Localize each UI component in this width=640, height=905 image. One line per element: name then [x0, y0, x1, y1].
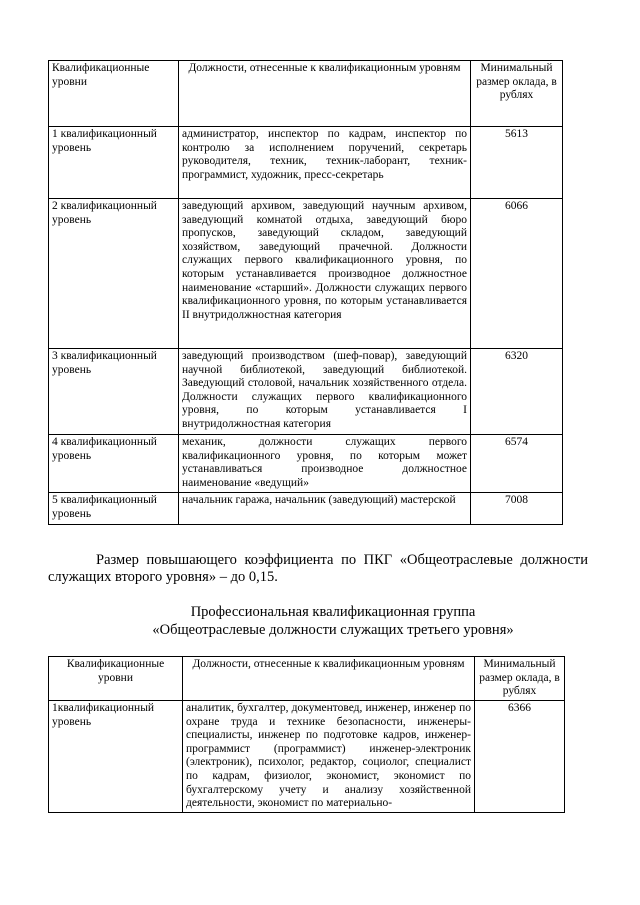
salary-cell: 6574: [471, 435, 563, 493]
salary-cell: 5613: [471, 127, 563, 199]
level-cell: 1квалификационный уровень: [49, 701, 183, 813]
positions-cell: администратор, инспектор по кадрам, инспектор по контролю за исполнением поручений, секретарь руководителя, техник, техник-лаборант, техник-программист, художник, пресс-секретарь: [179, 127, 471, 199]
salary-cell: 6066: [471, 199, 563, 349]
salary-cell: 6366: [475, 701, 565, 813]
level-cell: 3 квалификационный уровень: [49, 349, 179, 435]
table-header-row: [49, 657, 565, 701]
table-row: [49, 349, 563, 435]
positions-cell: аналитик, бухгалтер, документовед, инженер, инженер по охране труда и технике безопасности, инженеры-специалисты, инженер по подготовке кадров, инженер-программист (программист) инженер-электроник (электроник), психолог, редактор, социолог, специалист по кадрам, физиолог, экономист, экономист по бухгалтерскому учету и анализу хозяйственной деятельности, экономист по материально-: [183, 701, 475, 813]
group-heading-line1: Профессиональная квалификационная группа: [190, 604, 476, 620]
positions-cell: заведующий производством (шеф-повар), заведующий научной библиотекой, заведующий библиотекой. Заведующий столовой, начальник хозяйственного отдела. Должности служащих первого квалификационного уровня, по которым устанавливается I внутридолжностная категория: [179, 349, 471, 435]
header-salary: Минимальный размер оклада, в рублях: [471, 61, 563, 127]
salary-cell: 6320: [471, 349, 563, 435]
level-cell: 4 квалификационный уровень: [49, 435, 179, 493]
positions-cell: механик, должности служащих первого квалификационного уровня, по которым может устанавливаться производное должностное наименование «ведущий»: [179, 435, 471, 493]
table-row: [49, 199, 563, 349]
salary-table-second-level: [48, 60, 563, 525]
table-row: [49, 701, 565, 813]
header-positions: Должности, отнесенные к квалификационным уровням: [179, 61, 471, 127]
salary-table-third-level: [48, 656, 565, 813]
table-row: [49, 127, 563, 199]
header-salary: Минимальный размер оклада, в рублях: [475, 657, 565, 701]
header-levels: Квалификационные уровни: [49, 657, 183, 701]
table-header-row: [49, 61, 563, 127]
salary-cell: 7008: [471, 493, 563, 525]
table-row: [49, 493, 563, 525]
coefficient-paragraph: Размер повышающего коэффициента по ПКГ «Общеотраслевые должности служащих второго уровня» – до 0,15.: [48, 552, 588, 585]
positions-cell: заведующий архивом, заведующий научным архивом, заведующий комнатой отдыха, заведующий бюро пропусков, заведующий складом, заведующий хозяйством, заведующий прачечной. Должности служащих первого квалификационного уровня, по которым устанавливается производное должностное наименование «старший». Должности служащих первого квалификационного уровня, по которым устанавливается II внутридолжностная категория: [179, 199, 471, 349]
header-levels: Квалификационные уровни: [49, 61, 179, 127]
level-cell: 5 квалификационный уровень: [49, 493, 179, 525]
table-row: [49, 435, 563, 493]
level-cell: 1 квалификационный уровень: [49, 127, 179, 199]
header-positions: Должности, отнесенные к квалификационным уровням: [183, 657, 475, 701]
positions-cell: начальник гаража, начальник (заведующий) мастерской: [179, 493, 471, 525]
level-cell: 2 квалификационный уровень: [49, 199, 179, 349]
group-heading-line2: «Общеотраслевые должности служащих третьего уровня»: [152, 622, 514, 638]
